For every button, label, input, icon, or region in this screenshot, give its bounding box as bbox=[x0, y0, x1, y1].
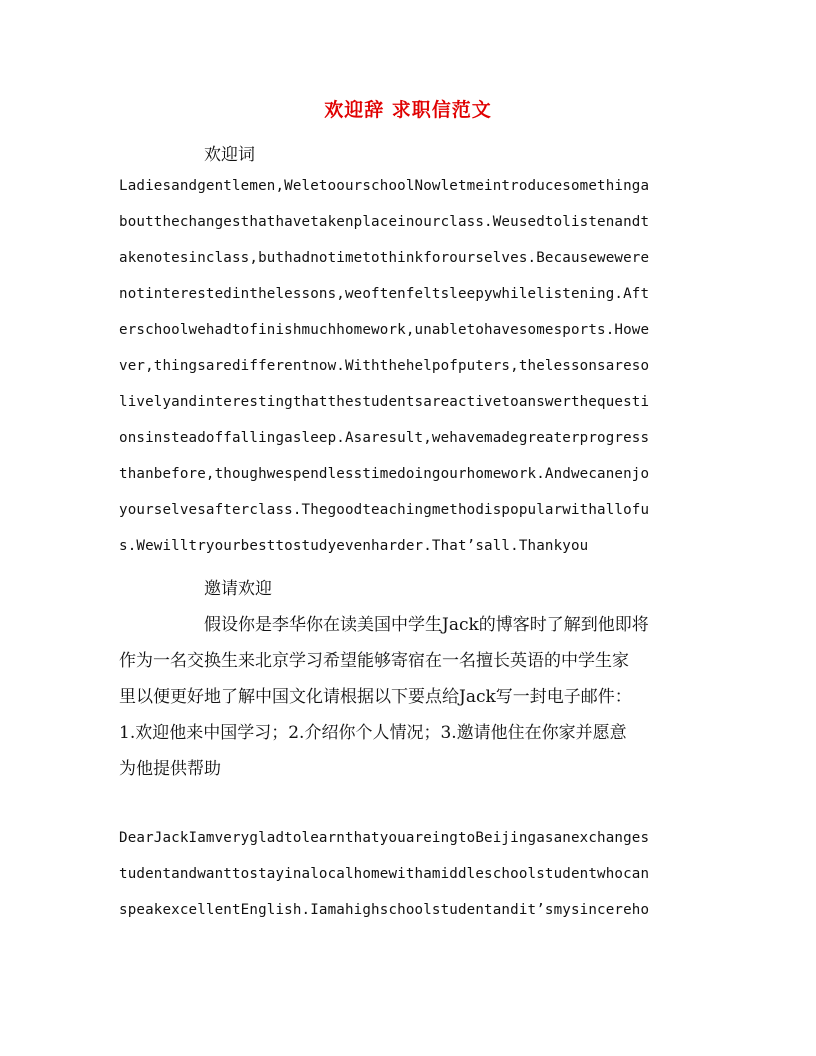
paragraph-line: yourselvesafterclass.Thegoodteachingmethodispopularwithallofu bbox=[119, 502, 650, 518]
paragraph-line: s.Wewilltryourbesttostudyevenharder.That’sall.Thankyou bbox=[119, 538, 589, 554]
paragraph-line: thanbefore,thoughwespendlesstimedoingourhomework.Andwecanenjo bbox=[119, 466, 650, 482]
paragraph-line: onsinsteadoffallingasleep.Asaresult,wehavemadegreaterprogress bbox=[119, 430, 650, 446]
letter-line: speakexcellentEnglish.Iamahighschoolstudentandit’smysincereho bbox=[119, 902, 650, 918]
letter-line: tudentandwanttostayinalocalhomewithamiddleschoolstudentwhocan bbox=[119, 866, 650, 882]
paragraph-line: ver,thingsaredifferentnow.Withthehelpofputers,thelessonsareso bbox=[119, 358, 650, 374]
paragraph-line: boutthechangesthathavetakenplaceinourclass.Weusedtolistenandt bbox=[119, 214, 650, 230]
section-heading-welcome-speech: 欢迎词 bbox=[204, 145, 255, 165]
prompt-line: 1.欢迎他来中国学习；2.介绍你个人情况；3.邀请他住在你家并愿意 bbox=[119, 723, 627, 743]
prompt-line: 里以便更好地了解中国文化请根据以下要点给Jack写一封电子邮件： bbox=[119, 687, 632, 707]
prompt-line: 作为一名交换生来北京学习希望能够寄宿在一名擅长英语的中学生家 bbox=[119, 651, 629, 671]
paragraph-line: akenotesinclass,buthadnotimetothinkforourselves.Becausewewere bbox=[119, 250, 650, 266]
prompt-line: 为他提供帮助 bbox=[119, 759, 221, 779]
paragraph-line: Ladiesandgentlemen,WeletoourschoolNowletmeintroducesomethinga bbox=[119, 178, 650, 194]
paragraph-line: livelyandinterestingthatthestudentsareactivetoanswerthequesti bbox=[119, 394, 650, 410]
document-title: 欢迎辞 求职信范文 bbox=[324, 99, 492, 121]
section-heading-invitation: 邀请欢迎 bbox=[204, 579, 272, 599]
paragraph-line: notinterestedinthelessons,weoftenfeltsleepywhilelistening.Aft bbox=[119, 286, 650, 302]
letter-line: DearJackIamverygladtolearnthatyouareingtoBeijingasanexchanges bbox=[119, 830, 650, 846]
paragraph-line: erschoolwehadtofinishmuchhomework,unabletohavesomesports.Howe bbox=[119, 322, 650, 338]
prompt-line: 假设你是李华你在读美国中学生Jack的博客时了解到他即将 bbox=[204, 615, 649, 635]
